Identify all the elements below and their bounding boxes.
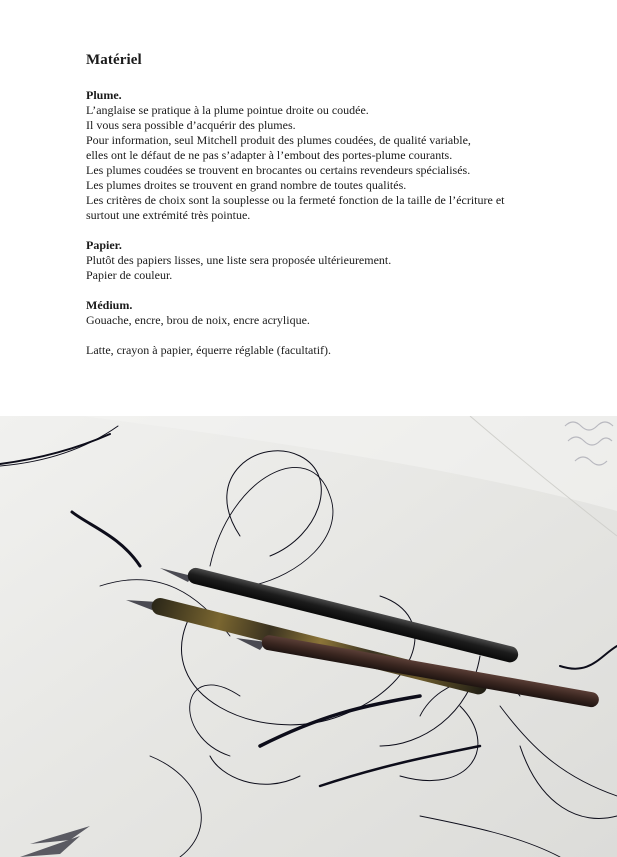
- text-content: [86, 50, 586, 373]
- text-line: Les critères de choix sont la souplesse ou la fermeté fonction de la taille de l’écriture et: [86, 193, 505, 207]
- text-line: Papier de couleur.: [86, 268, 173, 282]
- text-line: L’anglaise se pratique à la plume pointue droite ou coudée.: [86, 103, 369, 117]
- text-line: Il vous sera possible d’acquérir des plumes.: [86, 118, 296, 132]
- section-medium: [86, 298, 586, 328]
- text-line: Pour information, seul Mitchell produit des plumes coudées, de qualité variable,: [86, 133, 471, 147]
- text-line: elles ont le défaut de ne pas s’adapter à l’embout des portes-plume courants.: [86, 148, 453, 162]
- section-tools: [86, 343, 586, 358]
- pen-holders-photo: [0, 416, 617, 857]
- section-heading: Plume.: [86, 88, 122, 102]
- section-heading: Papier.: [86, 238, 122, 252]
- text-line: surtout une extrémité très pointue.: [86, 208, 251, 222]
- text-line: Les plumes droites se trouvent en grand nombre de toutes qualités.: [86, 178, 407, 192]
- section-heading: Médium.: [86, 298, 133, 312]
- photo-illustration: [0, 416, 617, 857]
- page-title: Matériel: [86, 52, 142, 68]
- text-line: Les plumes coudées se trouvent en brocantes ou certains revendeurs spécialisés.: [86, 163, 471, 177]
- section-papier: [86, 238, 586, 283]
- section-plume: [86, 88, 586, 223]
- text-line: Plutôt des papiers lisses, une liste sera proposée ultérieurement.: [86, 253, 392, 267]
- text-line: Gouache, encre, brou de noix, encre acrylique.: [86, 313, 310, 327]
- text-line: Latte, crayon à papier, équerre réglable (facultatif).: [86, 343, 332, 357]
